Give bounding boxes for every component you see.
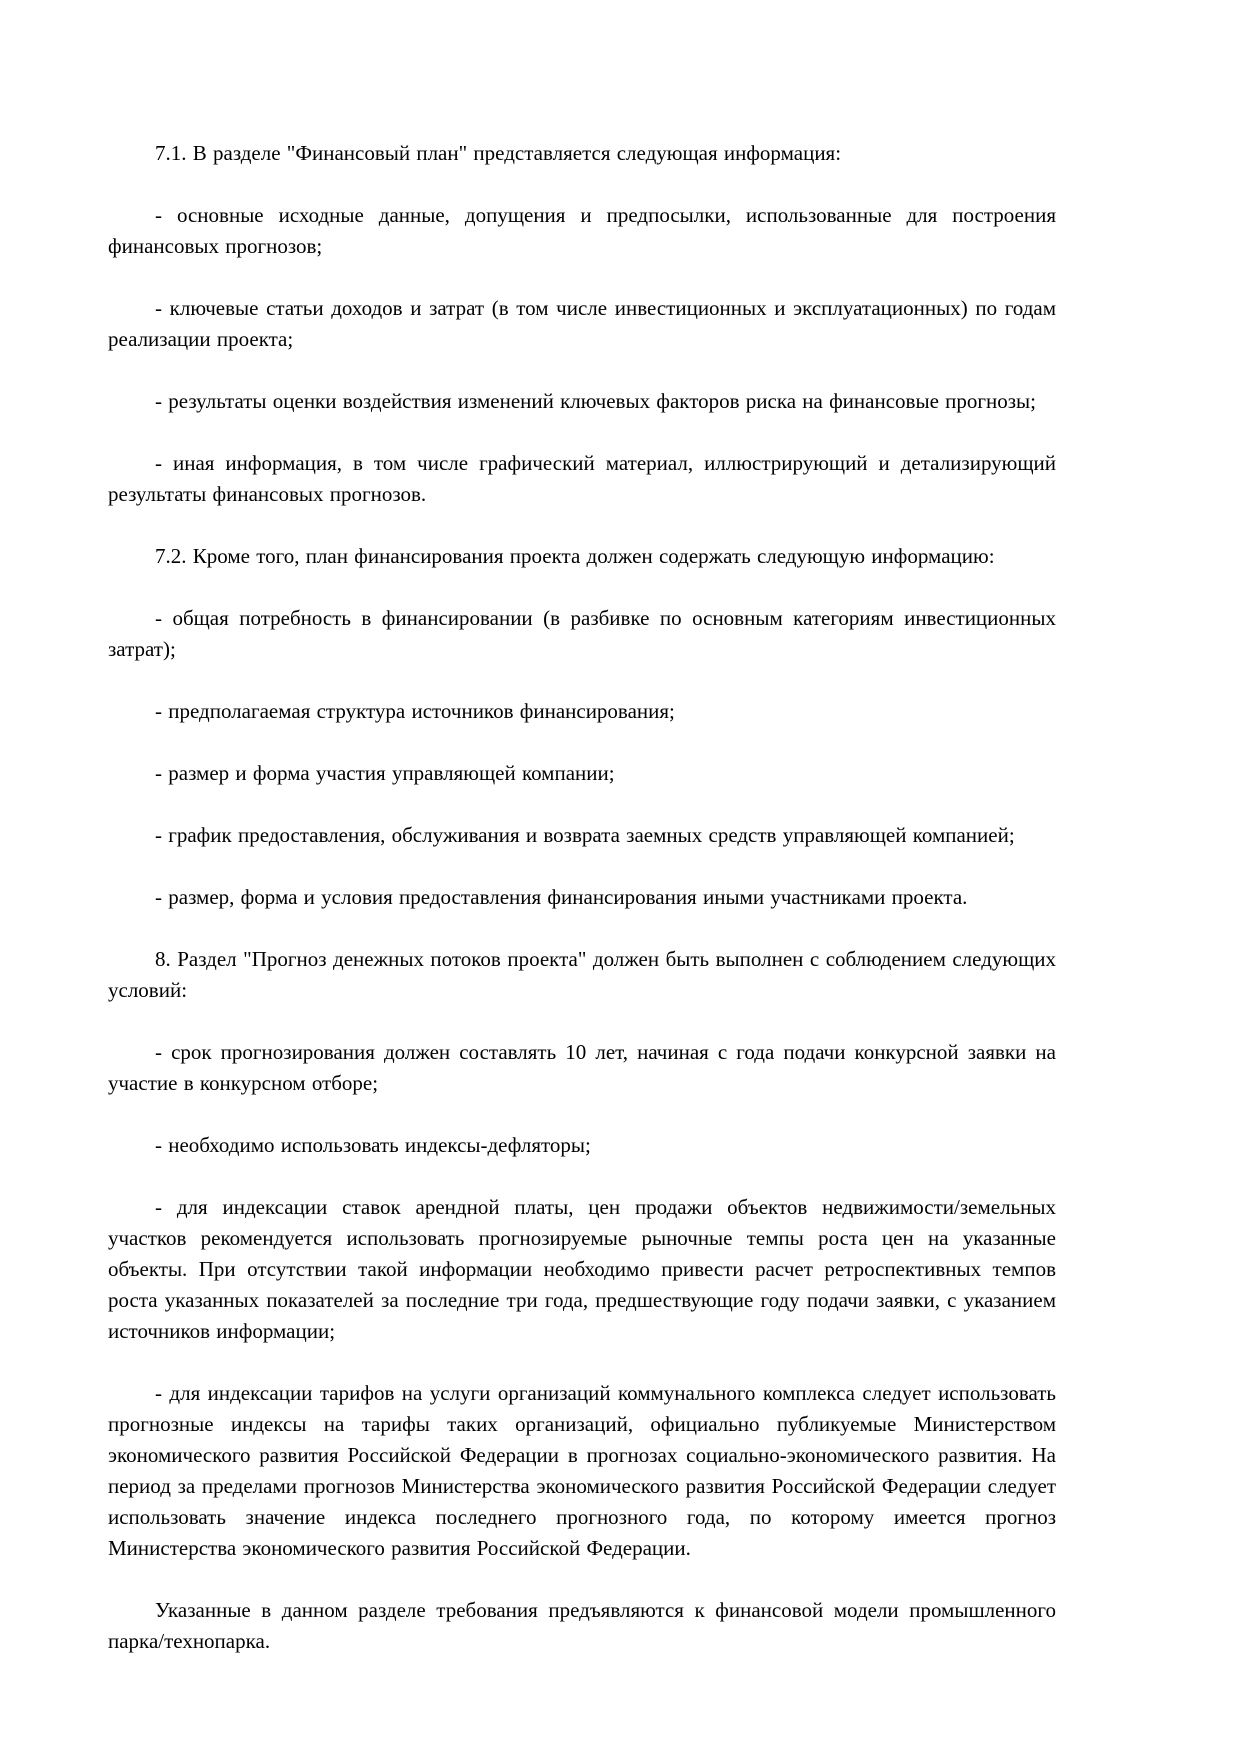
paragraph: - размер, форма и условия предоставления финансирования иными участниками проекта. — [155, 885, 968, 909]
paragraph: - для индексации ставок арендной платы, цен продажи объектов недвижимости/земельных участков рекомендуется использовать прогнозируемые рыночные темпы роста цен на указанные объекты. При отсутствии такой информации необходимо привести расчет ретроспективных темпов роста указанных показателей за последние три года, предшествующие году подачи заявки, с указанием источников информации; — [108, 1195, 1056, 1343]
paragraph: - размер и форма участия управляющей компании; — [155, 761, 615, 785]
paragraph: Указанные в данном разделе требования предъявляются к финансовой модели промышленного парка/технопарка. — [108, 1598, 1056, 1653]
paragraph: - результаты оценки воздействия изменений ключевых факторов риска на финансовые прогнозы; — [155, 389, 1036, 413]
paragraph: - общая потребность в финансировании (в разбивке по основным категориям инвестиционных затрат); — [108, 606, 1056, 661]
document-body — [108, 138, 1056, 1657]
paragraph: - предполагаемая структура источников финансирования; — [155, 699, 675, 723]
paragraph: - срок прогнозирования должен составлять 10 лет, начиная с года подачи конкурсной заявки на участие в конкурсном отборе; — [108, 1040, 1056, 1095]
paragraph: - график предоставления, обслуживания и возврата заемных средств управляющей компанией; — [155, 823, 1015, 847]
paragraph: - ключевые статьи доходов и затрат (в том числе инвестиционных и эксплуатационных) по годам реализации проекта; — [108, 296, 1056, 351]
paragraph: 8. Раздел "Прогноз денежных потоков проекта" должен быть выполнен с соблюдением следующих условий: — [108, 947, 1056, 1002]
paragraph: - необходимо использовать индексы-дефляторы; — [155, 1133, 591, 1157]
paragraph: 7.2. Кроме того, план финансирования проекта должен содержать следующую информацию: — [155, 544, 995, 568]
paragraph: 7.1. В разделе "Финансовый план" представляется следующая информация: — [155, 141, 842, 165]
paragraph: - для индексации тарифов на услуги организаций коммунального комплекса следует использовать прогнозные индексы на тарифы таких организаций, официально публикуемые Министерством экономического развития Российской Федерации в прогнозах социально-экономического развития. На период за пределами прогнозов Министерства экономического развития Российской Федерации следует использовать значение индекса последнего прогнозного года, по которому имеется прогноз Министерства экономического развития Российской Федерации. — [108, 1381, 1056, 1560]
paragraph: - иная информация, в том числе графический материал, иллюстрирующий и детализирующий результаты финансовых прогнозов. — [108, 451, 1056, 506]
paragraph: - основные исходные данные, допущения и предпосылки, использованные для построения финансовых прогнозов; — [108, 203, 1056, 258]
